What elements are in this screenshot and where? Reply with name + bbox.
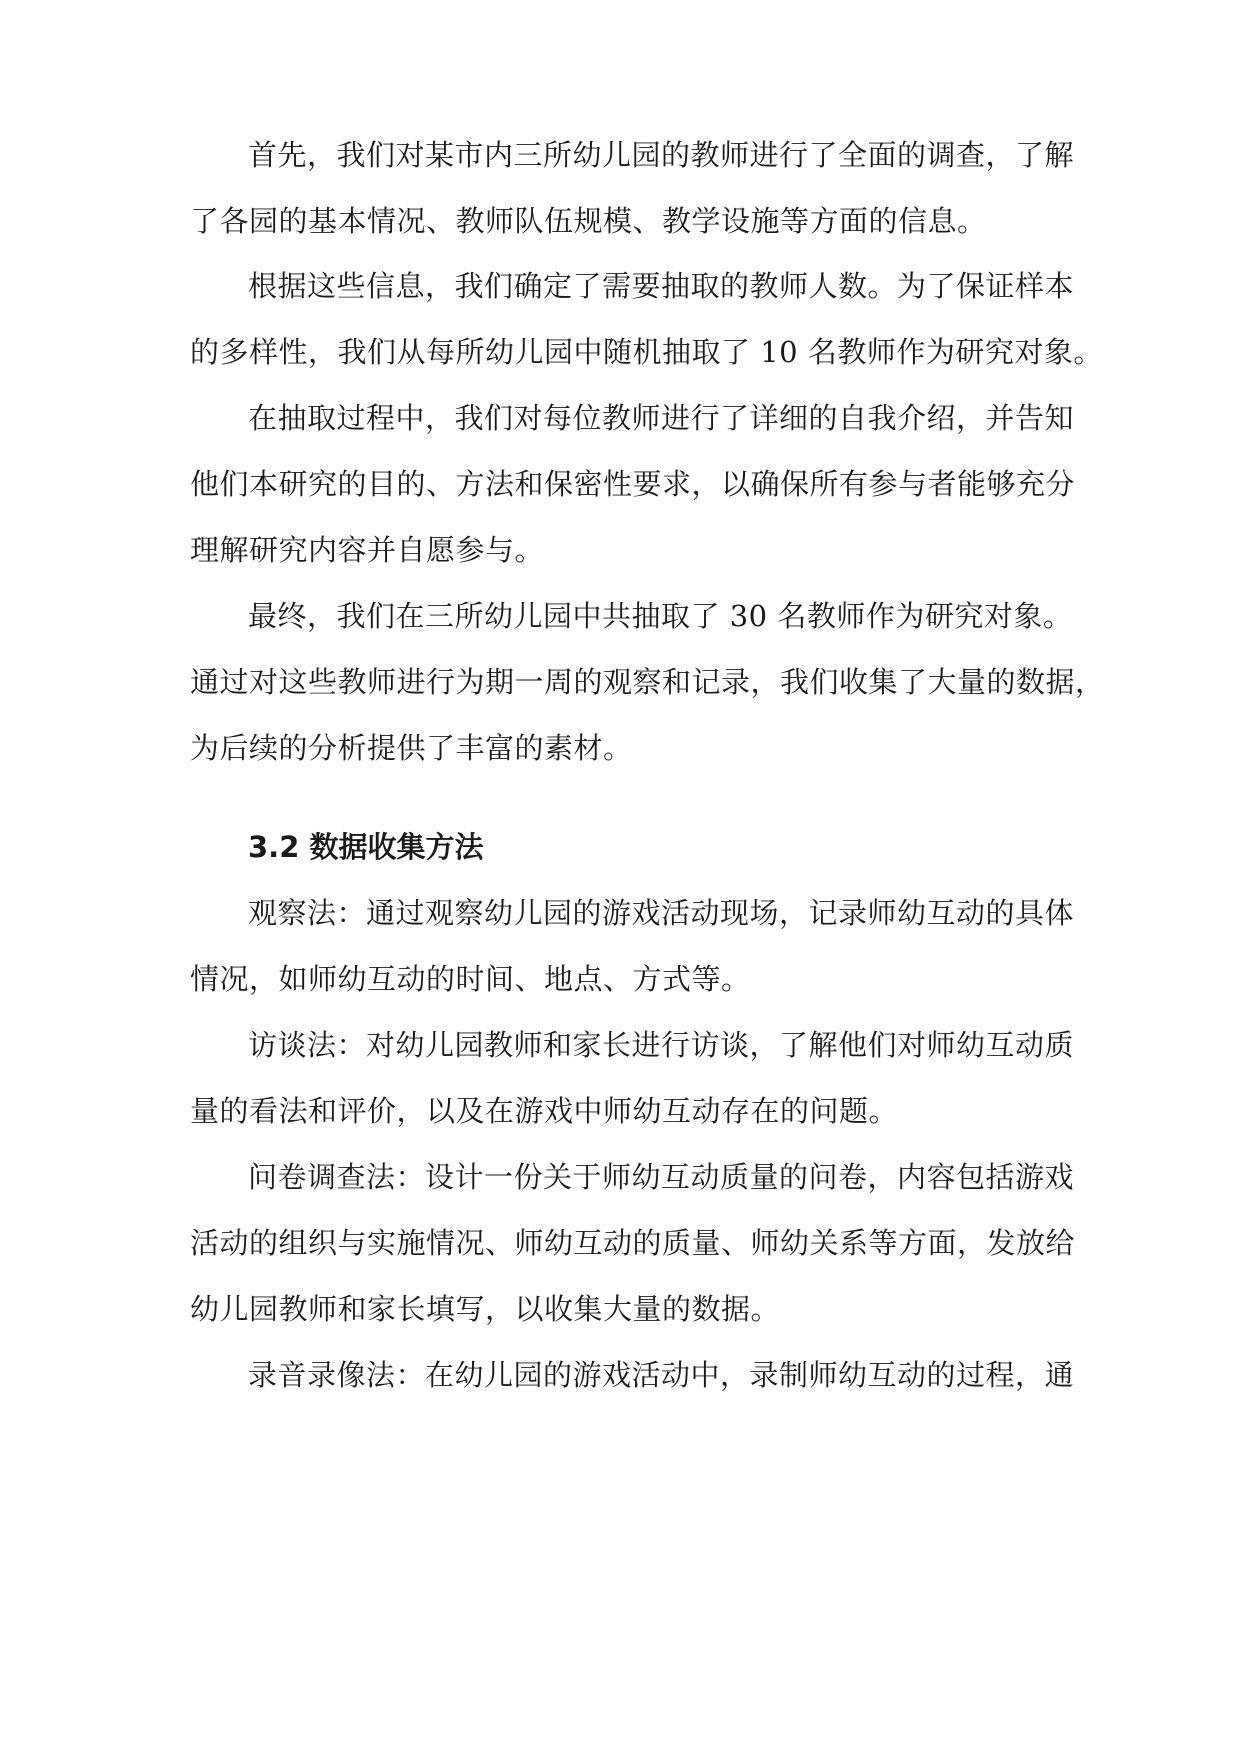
method-questionnaire-line-1: 问卷调查法：设计一份关于师幼互动质量的问卷，内容包括游戏	[248, 1160, 1075, 1194]
paragraph-4-line-1: 最终，我们在三所幼儿园中共抽取了 30 名教师作为研究对象。	[248, 599, 1073, 633]
paragraph-1-line-1: 首先，我们对某市内三所幼儿园的教师进行了全面的调查，了解	[248, 138, 1075, 172]
paragraph-1-line-2: 了各园的基本情况、教师队伍规模、教学设施等方面的信息。	[190, 204, 987, 238]
method-questionnaire-line-2: 活动的组织与实施情况、师幼互动的质量、师幼关系等方面，发放给	[190, 1226, 1076, 1260]
paragraph-4-line-3: 为后续的分析提供了丰富的素材。	[190, 731, 633, 765]
method-recording-line-1: 录音录像法：在幼儿园的游戏活动中，录制师幼互动的过程，通	[248, 1358, 1075, 1392]
paragraph-3-line-1: 在抽取过程中，我们对每位教师进行了详细的自我介绍，并告知	[248, 401, 1075, 435]
method-questionnaire-line-3: 幼儿园教师和家长填写，以收集大量的数据。	[190, 1292, 781, 1326]
method-observation-line-1: 观察法：通过观察幼儿园的游戏活动现场，记录师幼互动的具体	[248, 896, 1075, 930]
paragraph-2-line-2: 的多样性，我们从每所幼儿园中随机抽取了 10 名教师作为研究对象。	[190, 335, 1103, 369]
paragraph-4-line-2: 通过对这些教师进行为期一周的观察和记录，我们收集了大量的数据，	[190, 665, 1105, 699]
paragraph-3-line-3: 理解研究内容并自愿参与。	[190, 533, 545, 567]
paragraph-3-line-2: 他们本研究的目的、方法和保密性要求，以确保所有参与者能够充分	[190, 467, 1076, 501]
method-observation-line-2: 情况，如师幼互动的时间、地点、方式等。	[190, 962, 751, 996]
section-heading: 3.2 数据收集方法	[248, 830, 484, 864]
method-interview-line-2: 量的看法和评价，以及在游戏中师幼互动存在的问题。	[190, 1094, 899, 1128]
method-interview-line-1: 访谈法：对幼儿园教师和家长进行访谈，了解他们对师幼互动质	[248, 1028, 1075, 1062]
paragraph-2-line-1: 根据这些信息，我们确定了需要抽取的教师人数。为了保证样本	[248, 269, 1075, 303]
